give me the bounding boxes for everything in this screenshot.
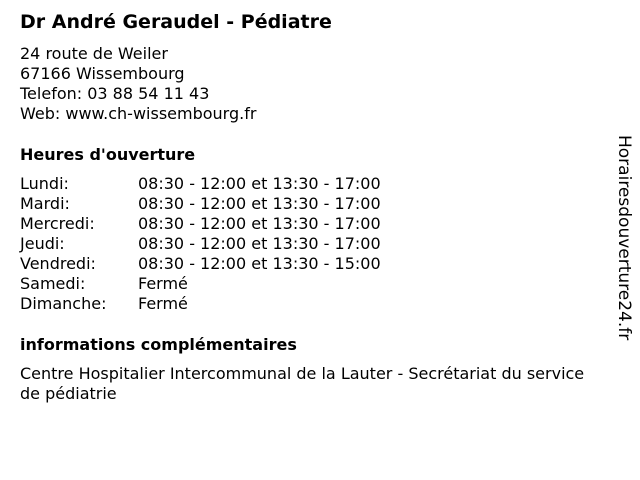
additional-info-text: Centre Hospitalier Intercommunal de la Lauter - Secrétariat du service de pédiatrie bbox=[20, 364, 585, 403]
address-street: 24 route de Weiler bbox=[20, 44, 168, 63]
day-label: Vendredi: bbox=[20, 254, 96, 273]
hours-value: 08:30 - 12:00 et 13:30 - 17:00 bbox=[138, 194, 381, 213]
day-label: Mardi: bbox=[20, 194, 70, 213]
day-label: Samedi: bbox=[20, 274, 86, 293]
hours-value: 08:30 - 12:00 et 13:30 - 15:00 bbox=[138, 254, 381, 273]
page-title: Dr André Geraudel - Pédiatre bbox=[20, 11, 332, 33]
hours-value: Fermé bbox=[138, 294, 188, 313]
hours-value: Fermé bbox=[138, 274, 188, 293]
address-city: 67166 Wissembourg bbox=[20, 64, 185, 83]
hours-value: 08:30 - 12:00 et 13:30 - 17:00 bbox=[138, 234, 381, 253]
hours-value: 08:30 - 12:00 et 13:30 - 17:00 bbox=[138, 174, 381, 193]
watermark-text: Horairesdouverture24.fr bbox=[614, 135, 634, 341]
day-label: Mercredi: bbox=[20, 214, 95, 233]
address-block bbox=[20, 44, 256, 124]
day-label: Lundi: bbox=[20, 174, 69, 193]
day-label: Dimanche: bbox=[20, 294, 107, 313]
day-label: Jeudi: bbox=[20, 234, 65, 253]
website-link: Web: www.ch-wissembourg.fr bbox=[20, 104, 257, 123]
additional-info-heading: informations complémentaires bbox=[20, 335, 297, 354]
opening-hours-heading: Heures d'ouverture bbox=[20, 145, 196, 164]
hours-value: 08:30 - 12:00 et 13:30 - 17:00 bbox=[138, 214, 381, 233]
site-watermark bbox=[611, 135, 637, 345]
phone-number: Telefon: 03 88 54 11 43 bbox=[20, 84, 210, 103]
